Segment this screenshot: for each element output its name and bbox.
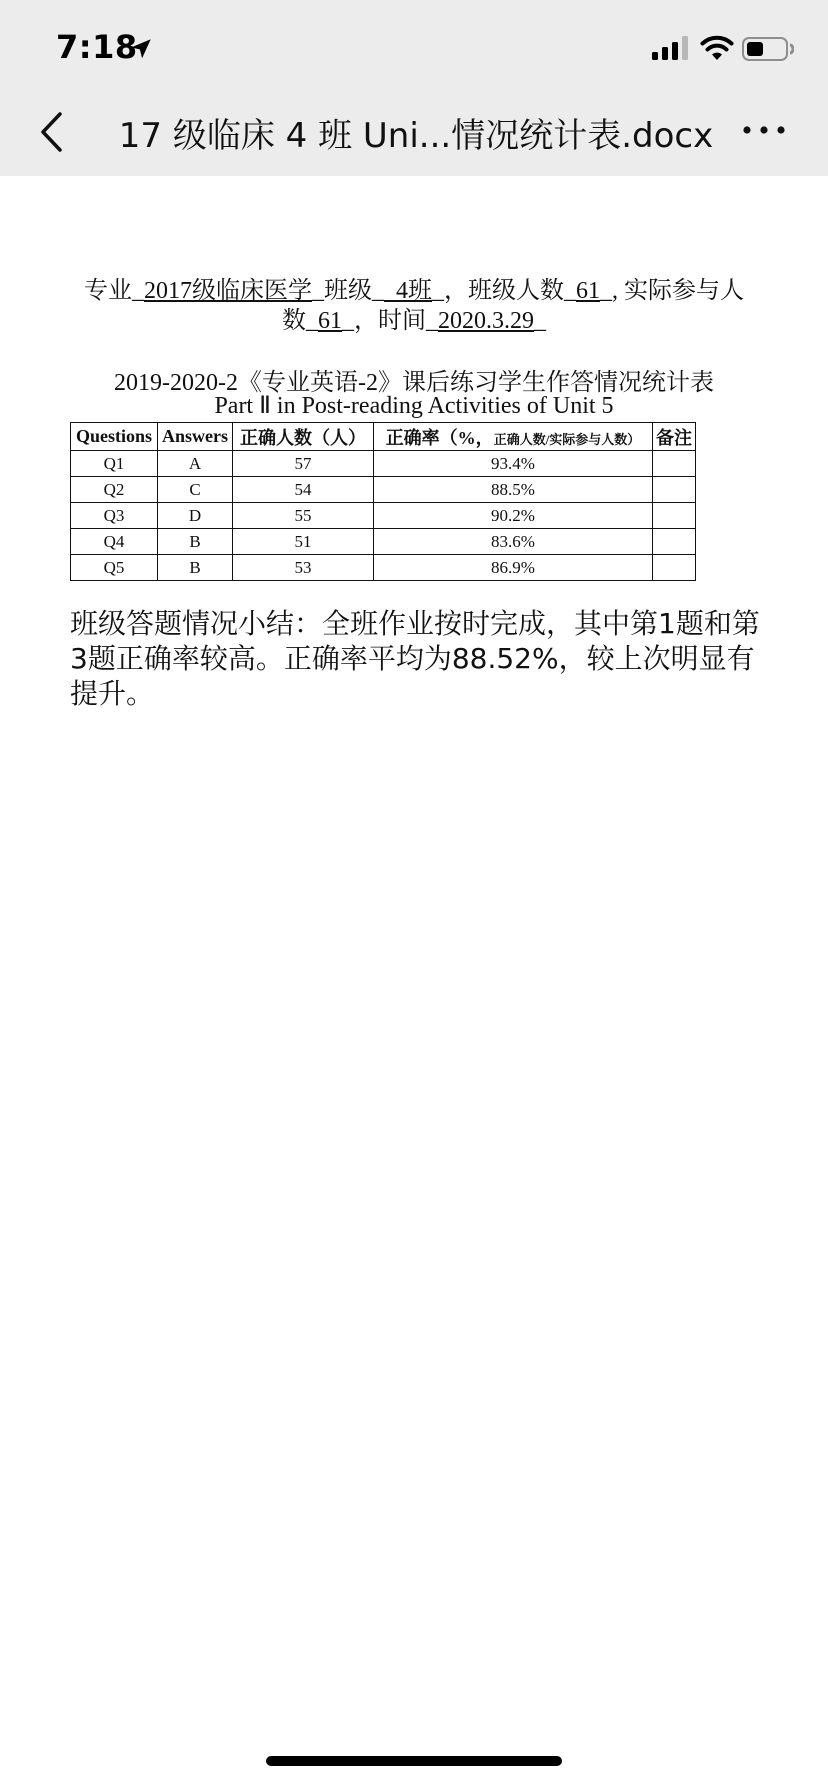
top-bar <box>0 0 828 176</box>
cell-rate: 93.4% <box>374 451 653 477</box>
table-title: 2019-2020-2《专业英语-2》课后练习学生作答情况统计表 <box>114 370 714 396</box>
header-questions: Questions <box>71 423 158 451</box>
header-rate-sub: 正确人数/实际参与人数） <box>493 431 641 447</box>
cell-answer: C <box>158 477 233 503</box>
document-title: 17 级临床 4 班 Uni...情况统计表.docx <box>118 116 714 156</box>
cell-notes <box>653 555 696 581</box>
header-notes: 备注 <box>653 423 696 451</box>
time-label: ，时间 <box>354 308 426 334</box>
cell-rate: 86.9% <box>374 555 653 581</box>
more-options-icon[interactable] <box>742 120 786 140</box>
cell-question: Q5 <box>71 555 158 581</box>
cell-answer: A <box>158 451 233 477</box>
cell-rate: 90.2% <box>374 503 653 529</box>
cell-notes <box>653 451 696 477</box>
cell-answer: B <box>158 555 233 581</box>
cell-rate: 83.6% <box>374 529 653 555</box>
info-line-1: 专业_2017级临床医学_班级_ 4班_，班级人数_61_, 实际参与人 <box>84 278 744 304</box>
home-indicator[interactable] <box>266 1756 562 1766</box>
header-rate-main: 正确率（%， <box>385 427 494 448</box>
cell-answer: B <box>158 529 233 555</box>
header-answers: Answers <box>158 423 233 451</box>
back-chevron-icon[interactable] <box>36 108 66 156</box>
info-line-2: 数_61_，时间_2020.3.29_ <box>282 308 546 334</box>
cell-count: 51 <box>233 529 374 555</box>
wifi-icon <box>700 34 734 62</box>
info-prefix: 数 <box>282 308 306 334</box>
table-row <box>71 477 696 503</box>
header-correct-count: 正确人数（人） <box>233 423 374 451</box>
class-label: 班级 <box>324 278 372 304</box>
cell-count: 55 <box>233 503 374 529</box>
class-value: 4班 <box>396 278 432 304</box>
cell-notes <box>653 503 696 529</box>
actual-count-value: 61 <box>318 308 342 334</box>
cell-question: Q1 <box>71 451 158 477</box>
table-header-row <box>71 423 696 451</box>
table-row <box>71 529 696 555</box>
major-label: 专业 <box>84 278 132 304</box>
header-correct-rate <box>374 423 653 451</box>
time-value: 2020.3.29 <box>438 308 534 334</box>
cell-question: Q3 <box>71 503 158 529</box>
class-size-value: 61 <box>576 278 600 304</box>
major-value: 2017级临床医学 <box>144 278 312 304</box>
table-subtitle: Part Ⅱ in Post-reading Activities of Unit 5 <box>214 393 614 419</box>
location-arrow-icon <box>128 36 154 62</box>
actual-label: , 实际参与人 <box>612 278 744 304</box>
cell-count: 54 <box>233 477 374 503</box>
cellular-signal-icon <box>652 36 690 60</box>
cell-answer: D <box>158 503 233 529</box>
stats-table <box>70 422 696 581</box>
table-row <box>71 555 696 581</box>
battery-icon <box>742 36 794 62</box>
summary-paragraph: 班级答题情况小结：全班作业按时完成，其中第1题和第3题正确率较高。正确率平均为88.52%，较上次明显有提升。 <box>70 607 760 710</box>
cell-rate: 88.5% <box>374 477 653 503</box>
cell-question: Q4 <box>71 529 158 555</box>
cell-notes <box>653 529 696 555</box>
cell-count: 53 <box>233 555 374 581</box>
cell-count: 57 <box>233 451 374 477</box>
cell-question: Q2 <box>71 477 158 503</box>
document-page <box>0 176 828 1716</box>
status-time: 7:18 <box>56 28 138 66</box>
class-size-label: ，班级人数 <box>444 278 564 304</box>
table-row <box>71 503 696 529</box>
table-row <box>71 451 696 477</box>
cell-notes <box>653 477 696 503</box>
